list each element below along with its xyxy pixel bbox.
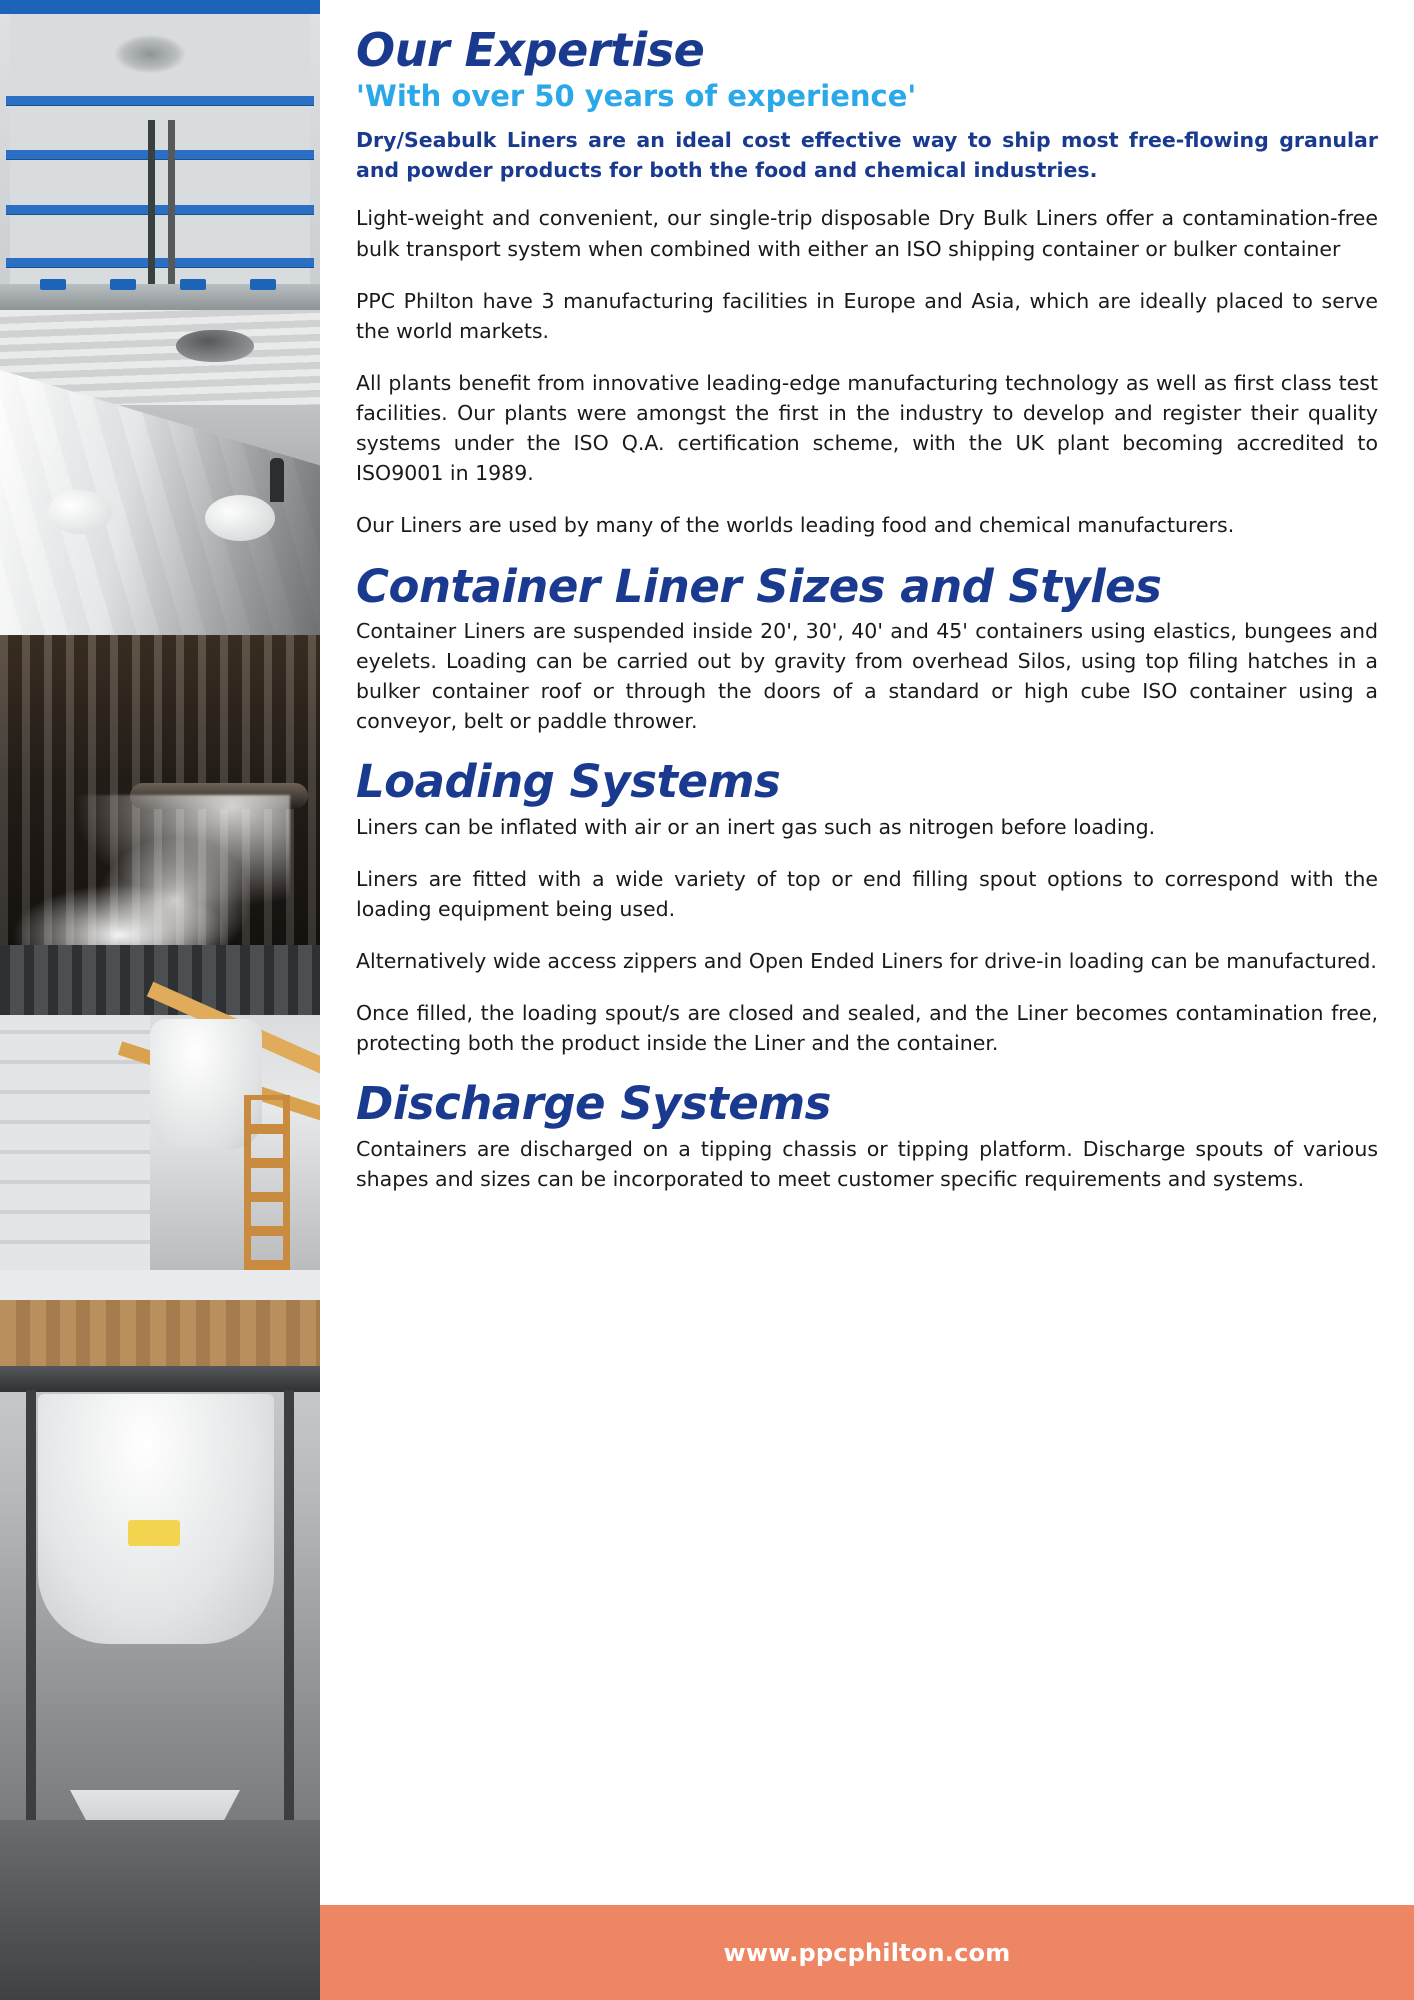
section-heading-loading-systems: Loading Systems [356,755,781,809]
paragraph-manufacturing-facilities: PPC Philton have 3 manufacturing facilities in Europe and Asia, which are ideally placed to serve the world markets. [356,288,1378,343]
filling-spout [48,490,112,534]
section-heading-discharge-systems: Discharge Systems [356,1077,831,1131]
paragraph-plants-iso-certification: All plants benefit from innovative leading-edge manufacturing technology as well as first class test facilities. Our plants were amongst the first in the industry to develop and register their quality systems under the ISO Q.A. certification scheme, with the UK plant becoming accredited to ISO9001 in 1989. [356,370,1378,486]
ground [0,1820,320,2000]
strap [6,96,314,105]
floor-bracket [180,279,206,290]
lead-paragraph-dry-seabulk: Dry/Seabulk Liners are an ideal cost effective way to ship most free-flowing granular and powder products for both the food and chemical industries. [356,127,1378,182]
ladder [244,1095,290,1270]
warning-label [128,1520,180,1546]
liner-bag [38,1394,274,1644]
paragraph-once-filled-sealed: Once filled, the loading spout/s are closed and sealed, and the Liner becomes contamination free, protecting both the product inside the Liner and the container. [356,1001,1378,1056]
paragraph-liners-inflated: Liners can be inflated with air or an inert gas such as nitrogen before loading. [356,814,1156,839]
door-post [148,120,155,286]
strap [6,258,314,267]
roof-hatch [176,330,254,362]
paragraph-liners-used-by-manufacturers: Our Liners are used by many of the worlds leading food and chemical manufacturers. [356,513,1235,538]
tipping-chassis [0,1366,320,1392]
paragraph-filling-spout-options: Liners are fitted with a wide variety of top or end filling spout options to correspond with the loading equipment being used. [356,866,1378,921]
timber-deck [0,1300,320,1370]
filling-spout [205,495,275,541]
website-url[interactable]: www.ppcphilton.com [723,1938,1011,1967]
footer-bar [320,1905,1414,2000]
photo-tipping-chassis-discharge [0,1270,320,2000]
photo-loading-crane-liner [0,945,320,1270]
strap [6,150,314,159]
liner-wall [0,370,320,635]
floor-bracket [40,279,66,290]
door-post [168,120,175,286]
photo-powder-discharge [0,635,320,945]
paragraph-access-zippers-open-ended: Alternatively wide access zippers and Open Ended Liners for drive-in loading can be manufactured. [356,948,1377,973]
photo-column [0,0,320,2000]
paragraph-container-liner-sizes: Container Liners are suspended inside 20', 30', 40' and 45' containers using elastics, bungees and eyelets. Loading can be carried out by gravity from overhead Silos, using top filing hatches in a bulker container roof or through the doors of a standard or high cube ISO container using a conveyor, belt or paddle thrower. [356,618,1378,734]
floor-bracket [250,279,276,290]
strap [6,205,314,214]
floor-bracket [110,279,136,290]
section-heading-our-expertise: Our Expertise [356,23,705,77]
support-frame [26,1390,36,1850]
powder-pile [0,805,320,945]
container-roof [0,945,320,1015]
photo-container-interior-lined [0,310,320,635]
worker-silhouette [270,458,284,502]
liner-body [10,14,310,284]
support-frame [284,1390,294,1850]
paragraph-discharge-tipping-chassis: Containers are discharged on a tipping chassis or tipping platform. Discharge spouts of various shapes and sizes can be incorporated to meet customer specific requirements and systems. [356,1136,1378,1191]
paragraph-lightweight-convenient: Light-weight and convenient, our single-trip disposable Dry Bulk Liners offer a contamination-free bulk transport system when combined with either an ISO shipping container or bulker container [356,206,1378,261]
content-column [320,0,1414,2000]
section-subtitle-experience: 'With over 50 years of experience' [356,79,917,114]
section-heading-container-liner-sizes: Container Liner Sizes and Styles [356,559,1162,613]
photo-liner-in-container-doors [0,0,320,310]
